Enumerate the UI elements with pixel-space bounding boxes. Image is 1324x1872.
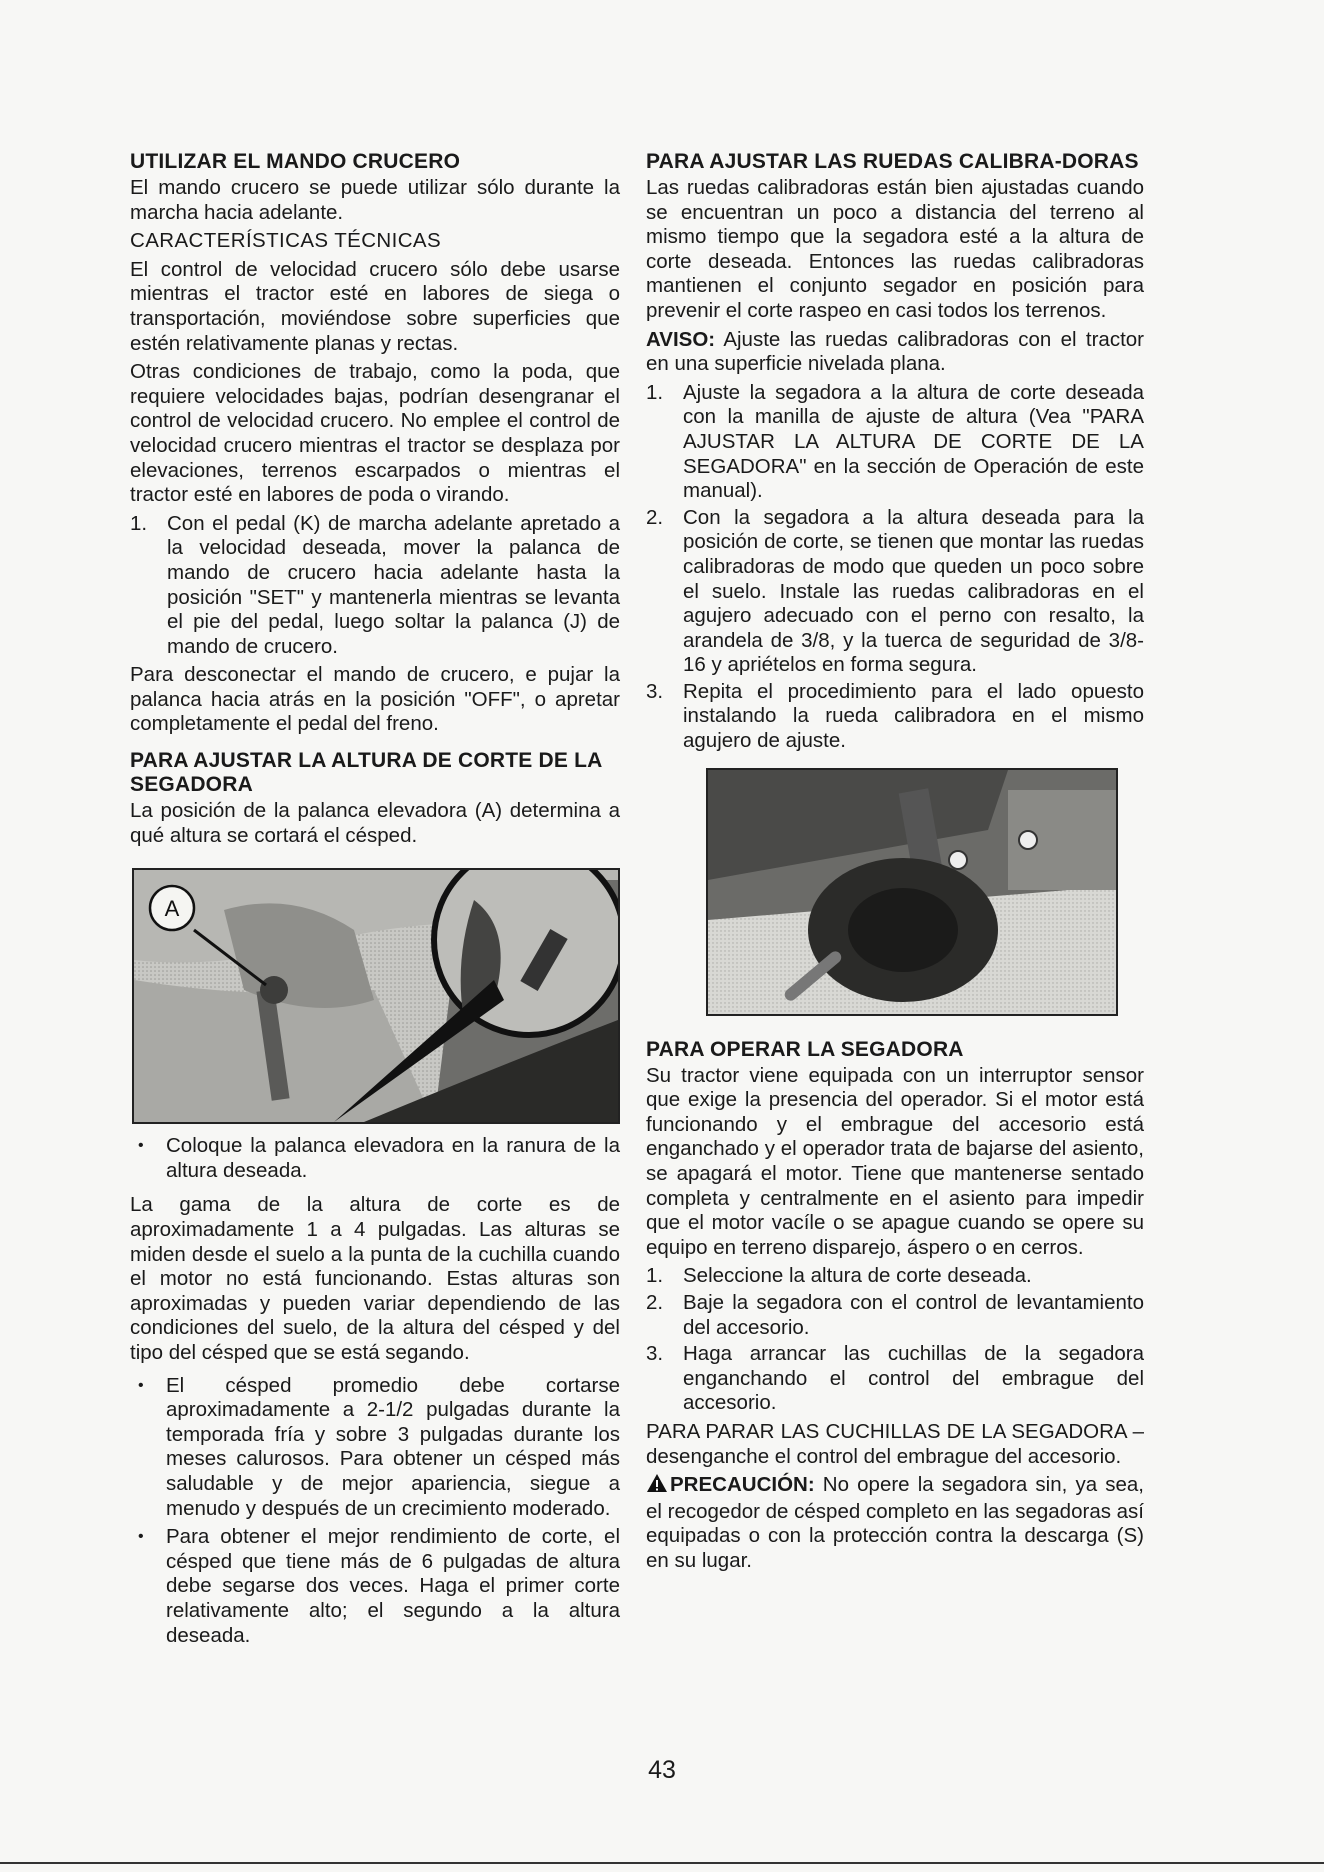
step-number: 3.: [646, 1342, 664, 1366]
height-bullets-2: [130, 1374, 620, 1649]
bottom-rule: [0, 1862, 1324, 1864]
cruise-paragraph-2: Otras condiciones de trabajo, como la poda, que requiere velocidades bajas, podrían desengranar el control de velocidad crucero. No emplee el control de velocidad crucero mientras el tractor se desplaza por elevaciones, terrenos escarpados o mientras el tractor esté en labores de poda o virando.: [130, 360, 620, 507]
gauge-paragraph-1: Las ruedas calibradoras están bien ajustadas cuando se encuentran un poco a distancia del terreno al mismo tiempo que la segadora esté a la altura de corte deseada. Entonces las ruedas calibradoras mantienen el conjunto segador en posición para prevenir el corte raspeo en casi todos los terrenos.: [646, 176, 1144, 322]
height-paragraph-1: La posición de la palanca elevadora (A) determina a qué altura se cortará el césped.: [130, 799, 620, 847]
step-number: 3.: [646, 679, 664, 703]
cruise-intro: El mando crucero se puede utilizar sólo durante la marcha hacia adelante.: [130, 176, 620, 224]
step-text: Seleccione la altura de corte deseada.: [683, 1264, 1032, 1288]
gauge-wheel-figure: [706, 768, 1118, 1016]
cruise-paragraph-3: Para desconectar el mando de crucero, e pujar la palanca hacia atrás en la posición "OFF", o apretar completamente el pedal del freno.: [130, 663, 620, 736]
callout-a-label: A: [164, 896, 180, 922]
caution-text: No opere la segadora sin, ya sea, el recogedor de césped completo en las segadoras así equipadas o con la protección contra la descarga (S) en su lugar.: [646, 1473, 1145, 1572]
step-text: Baje la segadora con el control de levantamiento del accesorio.: [683, 1291, 1144, 1339]
step-number: 1.: [646, 380, 664, 404]
step-number: 1.: [646, 1264, 664, 1288]
caution-label: PRECAUCIÓN:: [670, 1473, 815, 1497]
cruise-step-1: [130, 512, 620, 660]
right-column: [646, 150, 1144, 1578]
height-paragraph-2: La gama de la altura de corte es de aproximadamente 1 a 4 pulgadas. Las alturas se miden desde el suelo a la punta de la cuchilla cuando el motor no está funcionando. Estas alturas son aproximadas y pueden variar dependiendo de las condiciones del suelo, de la altura del césped y del tipo del césped que se está segando.: [130, 1193, 620, 1364]
notice-text: Ajuste las ruedas calibradoras con el tractor en una superficie nivelada plana.: [646, 327, 1144, 376]
gauge-notice: [646, 328, 1144, 377]
gauge-heading: PARA AJUSTAR LAS RUEDAS CALIBRA-DORAS: [646, 150, 1139, 173]
height-bullet-3: • Para obtener el mejor rendimiento de corte, el césped que tiene más de 6 pulgadas de altura debe segarse dos veces. Haga el primer corte relativamente alto; el segundo a la altura deseada.: [130, 1525, 620, 1648]
height-bullet-1: • Coloque la palanca elevadora en la ranura de la altura deseada.: [130, 1134, 620, 1183]
lift-lever-illustration: [134, 870, 618, 1122]
warning-triangle-icon: [646, 1473, 668, 1500]
caution-notice: [646, 1473, 1144, 1573]
step-number: 2.: [646, 1291, 664, 1314]
step-text: Haga arrancar las cuchillas de la segadora enganchando el control del embrague del accesorio.: [683, 1342, 1144, 1415]
step-number: 2.: [646, 505, 664, 529]
step-text: Con el pedal (K) de marcha adelante apretado a la velocidad deseada, mover la palanca de mando de crucero hacia adelante hasta la posición "SET" y mantenerla mientras se levanta el pie del pedal, luego soltar la palanca (J) de mando de crucero.: [167, 511, 620, 658]
tech-heading: CARACTERÍSTICAS TÉCNICAS: [130, 229, 442, 253]
stop-blades-text: PARA PARAR LAS CUCHILLAS DE LA SEGADORA – desenganche el control del embrague del accesorio.: [646, 1419, 1144, 1468]
lift-lever-figure: [132, 868, 620, 1124]
operate-heading: PARA OPERAR LA SEGADORA: [646, 1037, 964, 1061]
cruise-paragraph-1: El control de velocidad crucero sólo debe usarse mientras el tractor esté en labores de siega o transportación, moviéndose sobre superficies que estén relativamente planas y rectas.: [130, 257, 620, 355]
operate-step-1: [646, 1264, 1144, 1289]
left-column: [130, 150, 620, 1658]
cruise-steps: [130, 512, 620, 660]
cruise-heading: UTILIZAR EL MANDO CRUCERO: [130, 150, 461, 173]
gauge-steps: [646, 381, 1144, 754]
operate-step-3: [646, 1342, 1144, 1416]
notice-label: AVISO:: [646, 327, 716, 351]
height-heading: PARA AJUSTAR LA ALTURA DE CORTE DE LA SEGADORA: [130, 749, 602, 797]
step-text: Ajuste la segadora a la altura de corte deseada con la manilla de ajuste de altura (Vea "PARA AJUSTAR LA ALTURA DE CORTE DE LA SEGADORA" en la sección de Operación de este manual).: [683, 380, 1144, 503]
step-number: 1.: [130, 511, 148, 535]
operate-steps: [646, 1264, 1144, 1416]
step-text: Repita el procedimiento para el lado opuesto instalando la rueda calibradora en el mismo agujero de ajuste.: [683, 679, 1144, 753]
operate-paragraph-1: Su tractor viene equipada con un interruptor sensor que exige la presencia del operador. Si el motor está funcionando y el embrague del accesorio está enganchado y el operador trata de bajarse del asiento, se apagará el motor. Tiene que mantenerse sentado completa y centralmente en el asiento para impedir que el motor vacíle o se apague cuando se opere su equipo en terreno disparejo, áspero o en cerros.: [646, 1063, 1144, 1259]
operate-step-2: [646, 1291, 1144, 1340]
height-bullets-1: [130, 1134, 620, 1183]
gauge-step-1: [646, 381, 1144, 504]
gauge-step-3: [646, 680, 1144, 754]
gauge-step-2: [646, 506, 1144, 678]
gauge-wheel-illustration: [708, 770, 1116, 1014]
step-text: Con la segadora a la altura deseada para la posición de corte, se tienen que montar las ruedas calibradoras de modo que queden un poco sobre el suelo. Instale las ruedas calibradoras en el agujero adecuado con el perno con resalto, la arandela de 3/8, y la tuerca de seguridad de 3/8-16 y apriételos en forma segura.: [683, 505, 1144, 677]
page-number: 43: [648, 1756, 676, 1784]
height-bullet-2: • El césped promedio debe cortarse aproximadamente a 2-1/2 pulgadas durante la temporada fría y sobre 3 pulgadas durante los meses calurosos. Para obtener un césped más saludable y de mejor apariencia, siegue a menudo y después de un crecimiento moderado.: [130, 1374, 620, 1522]
